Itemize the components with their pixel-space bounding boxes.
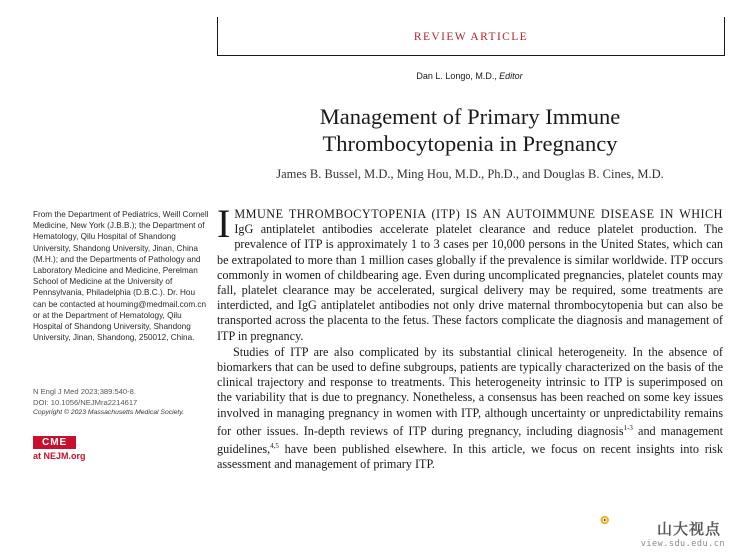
reference-4-5[interactable]: 4,5 xyxy=(270,442,279,451)
title-line-2: Thrombocytopenia in Pregnancy xyxy=(322,131,618,156)
doi[interactable]: DOI: 10.1056/NEJMra2214617 xyxy=(33,397,138,407)
author-list: James B. Bussel, M.D., Ming Hou, M.D., Ph.D., and Douglas B. Cines, M.D. xyxy=(276,167,664,181)
cme-link[interactable]: at NEJM.org xyxy=(33,451,86,461)
drop-cap: I xyxy=(217,201,231,246)
title-line-1: Management of Primary Immune xyxy=(319,104,621,129)
journal-citation: N Engl J Med 2023;389:540-8. xyxy=(33,387,137,396)
watermark-logo-icon xyxy=(599,496,639,544)
affiliation-note: From the Department of Pediatrics, Weill Cornell Medicine, New York (J.B.B.); the Department of Hematology, Qilu Hospital of Shandong University, Shandong University, Jinan, China (M.H.); and the Departments of Pathology and Laboratory Medicine and Medicine, Perelman School of Medicine at the University of Pennsylvania, Philadelphia (D.B.C.). Dr. Hou can be contacted at houming@medmail.com.cn or at the Department of Hematology, Qilu Hospital of Shandong University, Shandong University, Jinan, Shandong, 250012, China. xyxy=(33,210,209,343)
reference-1-3[interactable]: 1-3 xyxy=(623,423,633,432)
article-type-label: REVIEW ARTICLE xyxy=(413,31,529,43)
copyright: Copyright © 2023 Massachusetts Medical Society. xyxy=(33,409,185,417)
editor-role: Editor xyxy=(499,71,523,81)
article-body xyxy=(217,201,723,473)
paragraph-2-text-c: have been published elsewhere. In this article, we focus on recent insights into risk assessment and management of primary ITP. xyxy=(217,442,723,472)
paragraph-1-text: IgG antiplatelet antibodies accelerate platelet clearance and reduce platelet production. The prevalence of ITP is approximately 1 to 3 cases per 10,000 persons in the United States, which can be extrapolated to more than 1 million cases globally if the prevalence is similar worldwide. ITP occurs commonly in women of childbearing age. Even during uncomplicated pregnancies, platelet counts may fall, platelet clearance may be accelerated, surgical delivery may be required, some treatments are interdicted, and IgG antiplatelet antibodies not only drive maternal thrombocytopenia but can also be transported across the placenta to the fetus. These factors complicate the diagnosis and management of ITP in pregnancy. xyxy=(217,222,723,343)
watermark-text: 山大视点 xyxy=(656,520,721,538)
editor-name: Dan L. Longo, M.D., xyxy=(416,71,497,81)
watermark-url: view.sdu.edu.cn xyxy=(640,539,725,549)
paragraph-2-text-a: Studies of ITP are also complicated by its substantial clinical heterogeneity. In the absence of biomarkers that can be used to define subgroups, patients are typically characterized on the basis of the clinical trajectory and response to treatments. This heterogeneity intrinsic to ITP is superimposed on the variability that is due to pregnancy. Nonetheless, a consensus has been reached on some key issues involved in managing pregnancy in women with ITP, although uncertainty or unpredictability remains for other issues. In-depth reviews of ITP during pregnancy, including diagnosis xyxy=(217,344,723,438)
paragraph-1 xyxy=(217,201,723,344)
paragraph-2 xyxy=(217,345,723,473)
editor-line xyxy=(0,71,739,81)
lead-in: MMUNE THROMBOCYTOPENIA (ITP) IS AN AUTOIMMUNE DISEASE IN WHICH xyxy=(234,207,723,221)
article-title xyxy=(217,103,723,157)
cme-badge[interactable]: CME xyxy=(33,436,76,449)
citation-block xyxy=(33,387,209,419)
paragraph-2-text-b: and management guidelines, xyxy=(217,423,723,457)
article-type-banner xyxy=(217,17,725,56)
